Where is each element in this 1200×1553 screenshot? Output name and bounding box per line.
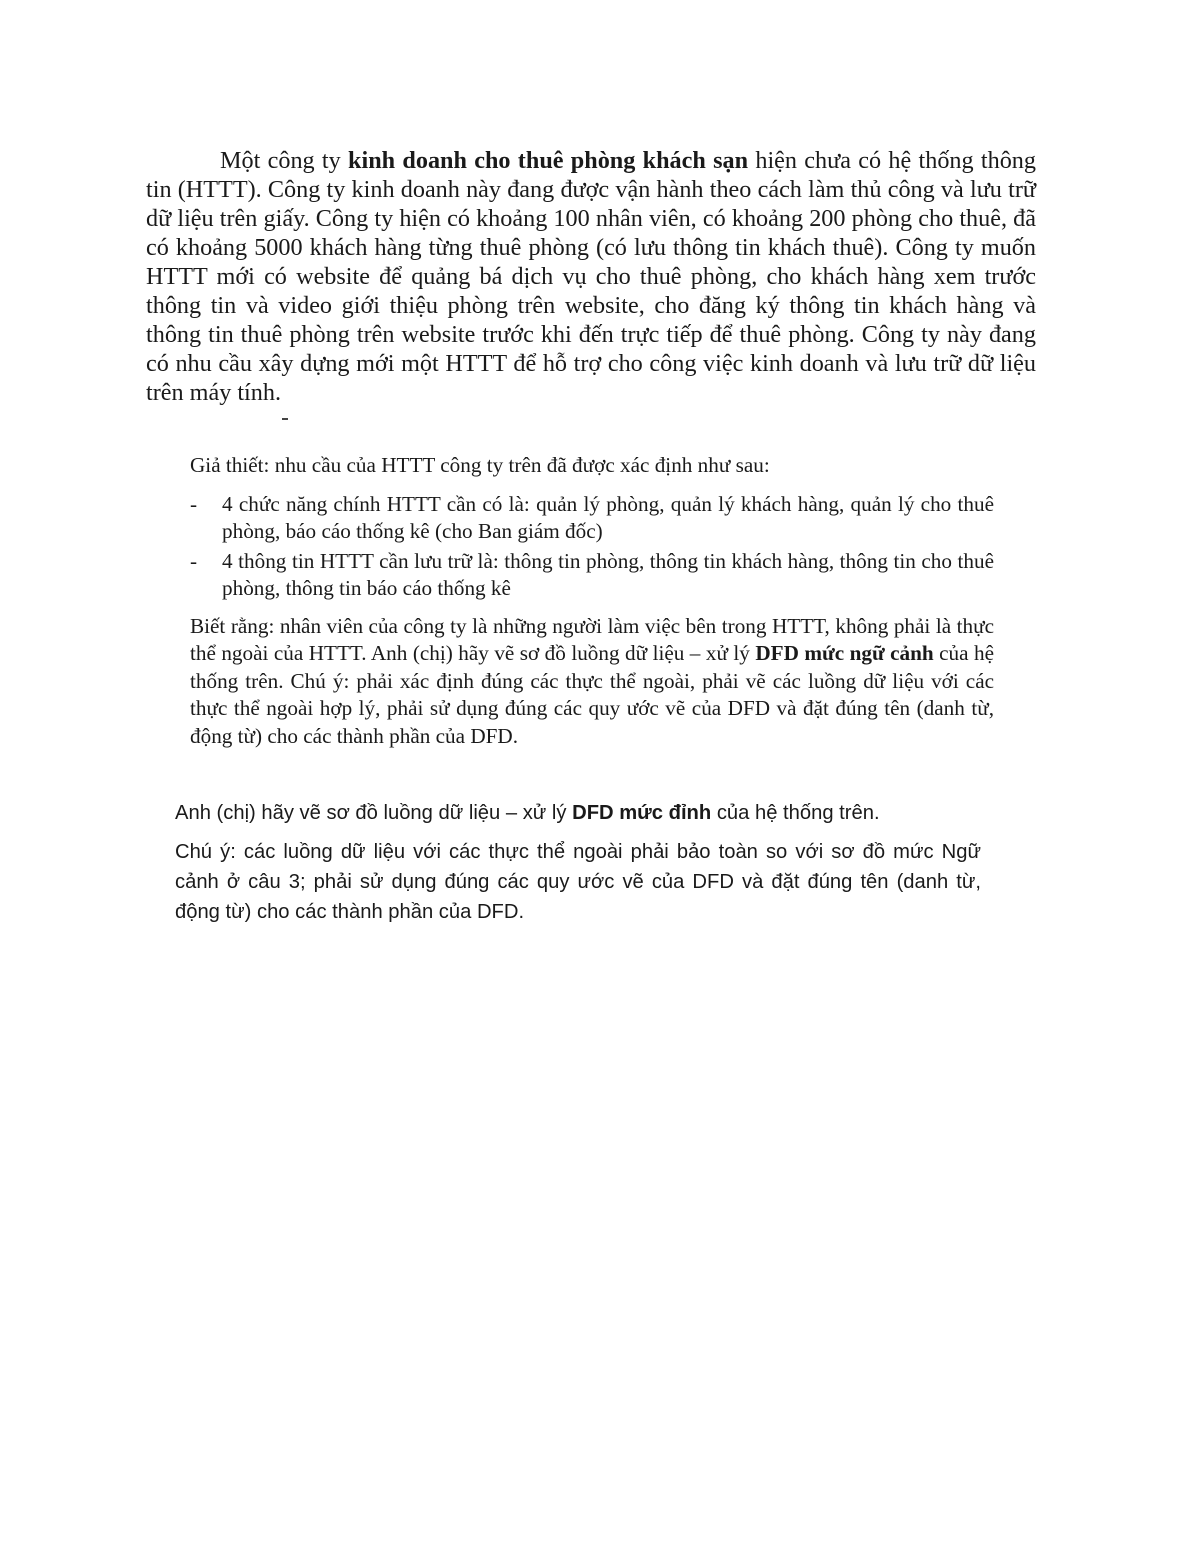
bullet-dash: - — [190, 491, 198, 516]
intro-text-start: Một công ty — [220, 147, 349, 174]
context-dfd-bold: DFD mức ngữ cảnh — [755, 641, 934, 665]
list-item-text: 4 thông tin HTTT cần lưu trữ là: thông tin phòng, thông tin khách hàng, thông tin cho thuê phòng, thông tin báo cáo thống kê — [222, 548, 994, 600]
assumption-line: Giả thiết: nhu cầu của HTTT công ty trên đã được xác định như sau: — [190, 453, 770, 477]
list-item-text: 4 chức năng chính HTTT cần có là: quản lý phòng, quản lý khách hàng, quản lý cho thuê phòng, báo cáo thống kê (cho Ban giám đốc) — [222, 491, 994, 543]
assumption-section — [190, 452, 994, 750]
top-dfd-bold: DFD mức đỉnh — [572, 802, 712, 824]
list-item — [190, 491, 994, 546]
top-level-dfd-section — [175, 798, 981, 927]
bullet-dash: - — [190, 548, 198, 573]
intro-paragraph — [146, 146, 1036, 407]
stray-dash-mark — [282, 418, 288, 420]
list-item — [190, 548, 994, 603]
context-text-rest: của hệ thống trên. Chú ý: phải xác định đúng các thực thể ngoài, phải vẽ các luồng dữ liệu với các thực thể ngoài hợp lý, phải sử dụng đúng các quy ước vẽ của DFD và đặt đúng tên (danh từ, động từ) cho các thành phần của DFD. — [190, 641, 995, 748]
top-text-rest: của hệ thống trên. — [711, 802, 880, 824]
requirements-list — [190, 491, 994, 603]
context-dfd-question — [190, 613, 994, 751]
intro-bold-business: kinh doanh cho thuê phòng khách sạn — [348, 147, 749, 174]
top-text-start: Anh (chị) hãy vẽ sơ đồ luồng dữ liệu – xử lý — [175, 802, 573, 824]
note-paragraph: Chú ý: các luồng dữ liệu với các thực thể ngoài phải bảo toàn so với sơ đồ mức Ngữ cảnh ở câu 3; phải sử dụng đúng các quy ước vẽ của DFD và đặt đúng tên (danh từ, động từ) cho các thành phần của DFD. — [175, 841, 981, 923]
intro-text-rest: hiện chưa có hệ thống thông tin (HTTT). Công ty kinh doanh này đang được vận hành theo cách làm thủ công và lưu trữ dữ liệu trên giấy. Công ty hiện có khoảng 100 nhân viên, có khoảng 200 phòng cho thuê, đã có khoảng 5000 khách hàng từng thuê phòng (có lưu thông tin khách thuê). Công ty muốn HTTT mới có website để quảng bá dịch vụ cho thuê phòng, cho khách hàng xem trước thông tin và video giới thiệu phòng trên website, cho đăng ký thông tin khách hàng và thông tin thuê phòng trên website trước khi đến trực tiếp để thuê phòng. Công ty này đang có nhu cầu xây dựng mới một HTTT để hỗ trợ cho công việc kinh doanh và lưu trữ dữ liệu trên máy tính. — [146, 147, 1036, 406]
top-level-dfd-question — [175, 798, 981, 828]
context-text-start: Biết rằng: nhân viên của công ty là những người làm việc bên trong HTTT, không phải là thực thể ngoài của HTTT. Anh (chị) hãy vẽ sơ đồ luồng dữ liệu – xử lý — [190, 613, 994, 665]
